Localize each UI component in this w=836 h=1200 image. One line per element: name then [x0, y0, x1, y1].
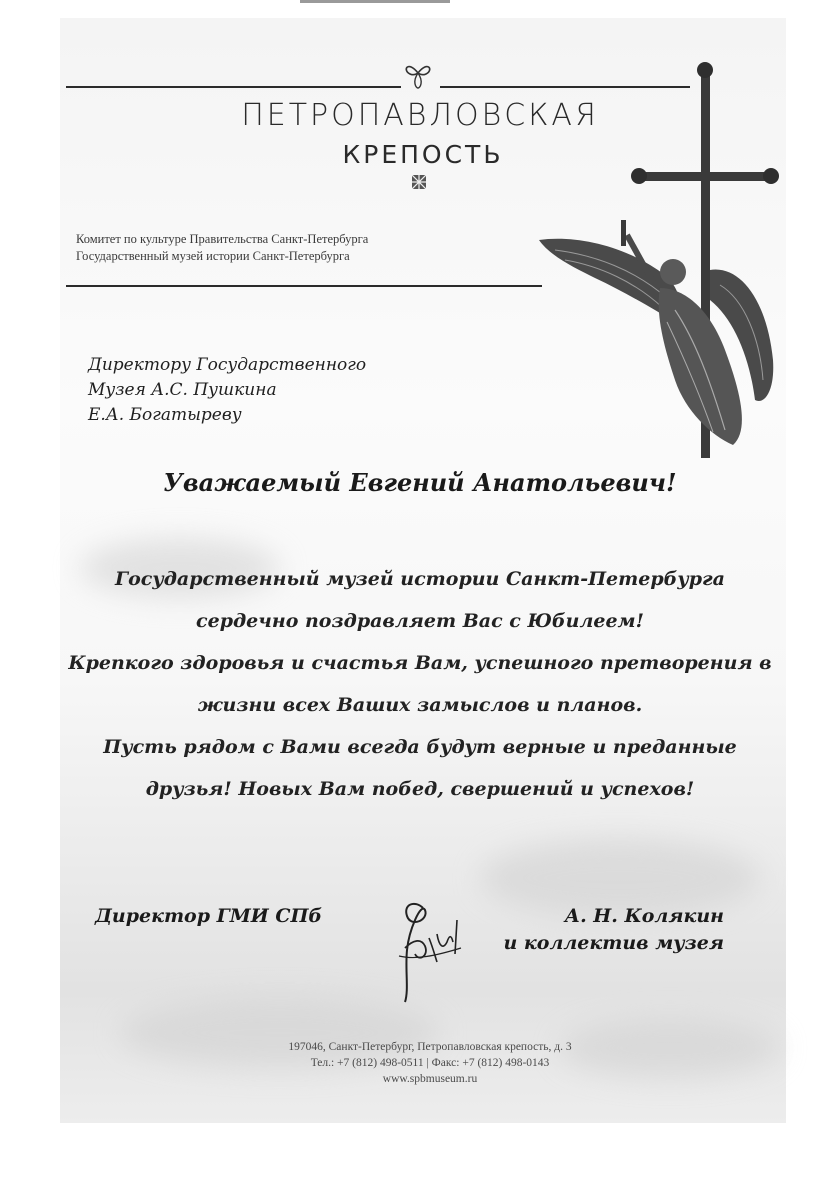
body-line-1: Государственный музей истории Санкт-Петербурга [114, 568, 725, 590]
header-rule-bottom [66, 285, 542, 287]
body-line-5: Пусть рядом с Вами всегда будут верные и преданные [103, 736, 737, 758]
addressee-line1: Директору Государственного [88, 355, 367, 375]
body-line-6: друзья! Новых Вам побед, свершений и успехов! [145, 778, 695, 800]
addressee-line2: Музея А.С. Пушкина [88, 380, 277, 400]
org-name-line2: КРЕПОСТЬ [342, 140, 504, 169]
addressee-line3: Е.А. Богатыреву [88, 405, 242, 425]
signer-addition: и коллектив музея [503, 932, 724, 954]
footer-address: 197046, Санкт-Петербург, Петропавловская крепость, д. 3 [288, 1041, 572, 1053]
scan-edge-line [300, 0, 450, 3]
dept-line1: Комитет по культуре Правительства Санкт-Петербурга [76, 232, 369, 246]
signer-name: А. Н. Колякин [564, 905, 724, 927]
header-rule-top [66, 86, 401, 88]
body-line-3: Крепкого здоровья и счастья Вам, успешного претворения в [68, 652, 772, 674]
dept-line2: Государственный музей истории Санкт-Петербурга [76, 249, 350, 263]
salutation: Уважаемый Евгений Анатольевич! [163, 468, 677, 497]
footer-website: www.spbmuseum.ru [382, 1073, 478, 1085]
fortress-logo-icon [400, 56, 436, 90]
handwritten-signature [385, 890, 475, 1005]
footer-phones: Тел.: +7 (812) 498-0511 | Факс: +7 (812) 498-0143 [310, 1057, 550, 1069]
org-name-line1: ПЕТРОПАВЛОВСКАЯ [241, 98, 599, 133]
signer-position: Директор ГМИ СПб [95, 905, 323, 927]
body-line-4: жизни всех Ваших замыслов и планов. [197, 694, 643, 716]
body-line-2: сердечно поздравляет Вас с Юбилеем! [196, 610, 644, 632]
angel-on-spire-icon [535, 60, 780, 470]
diamond-ornament-icon [412, 175, 426, 189]
